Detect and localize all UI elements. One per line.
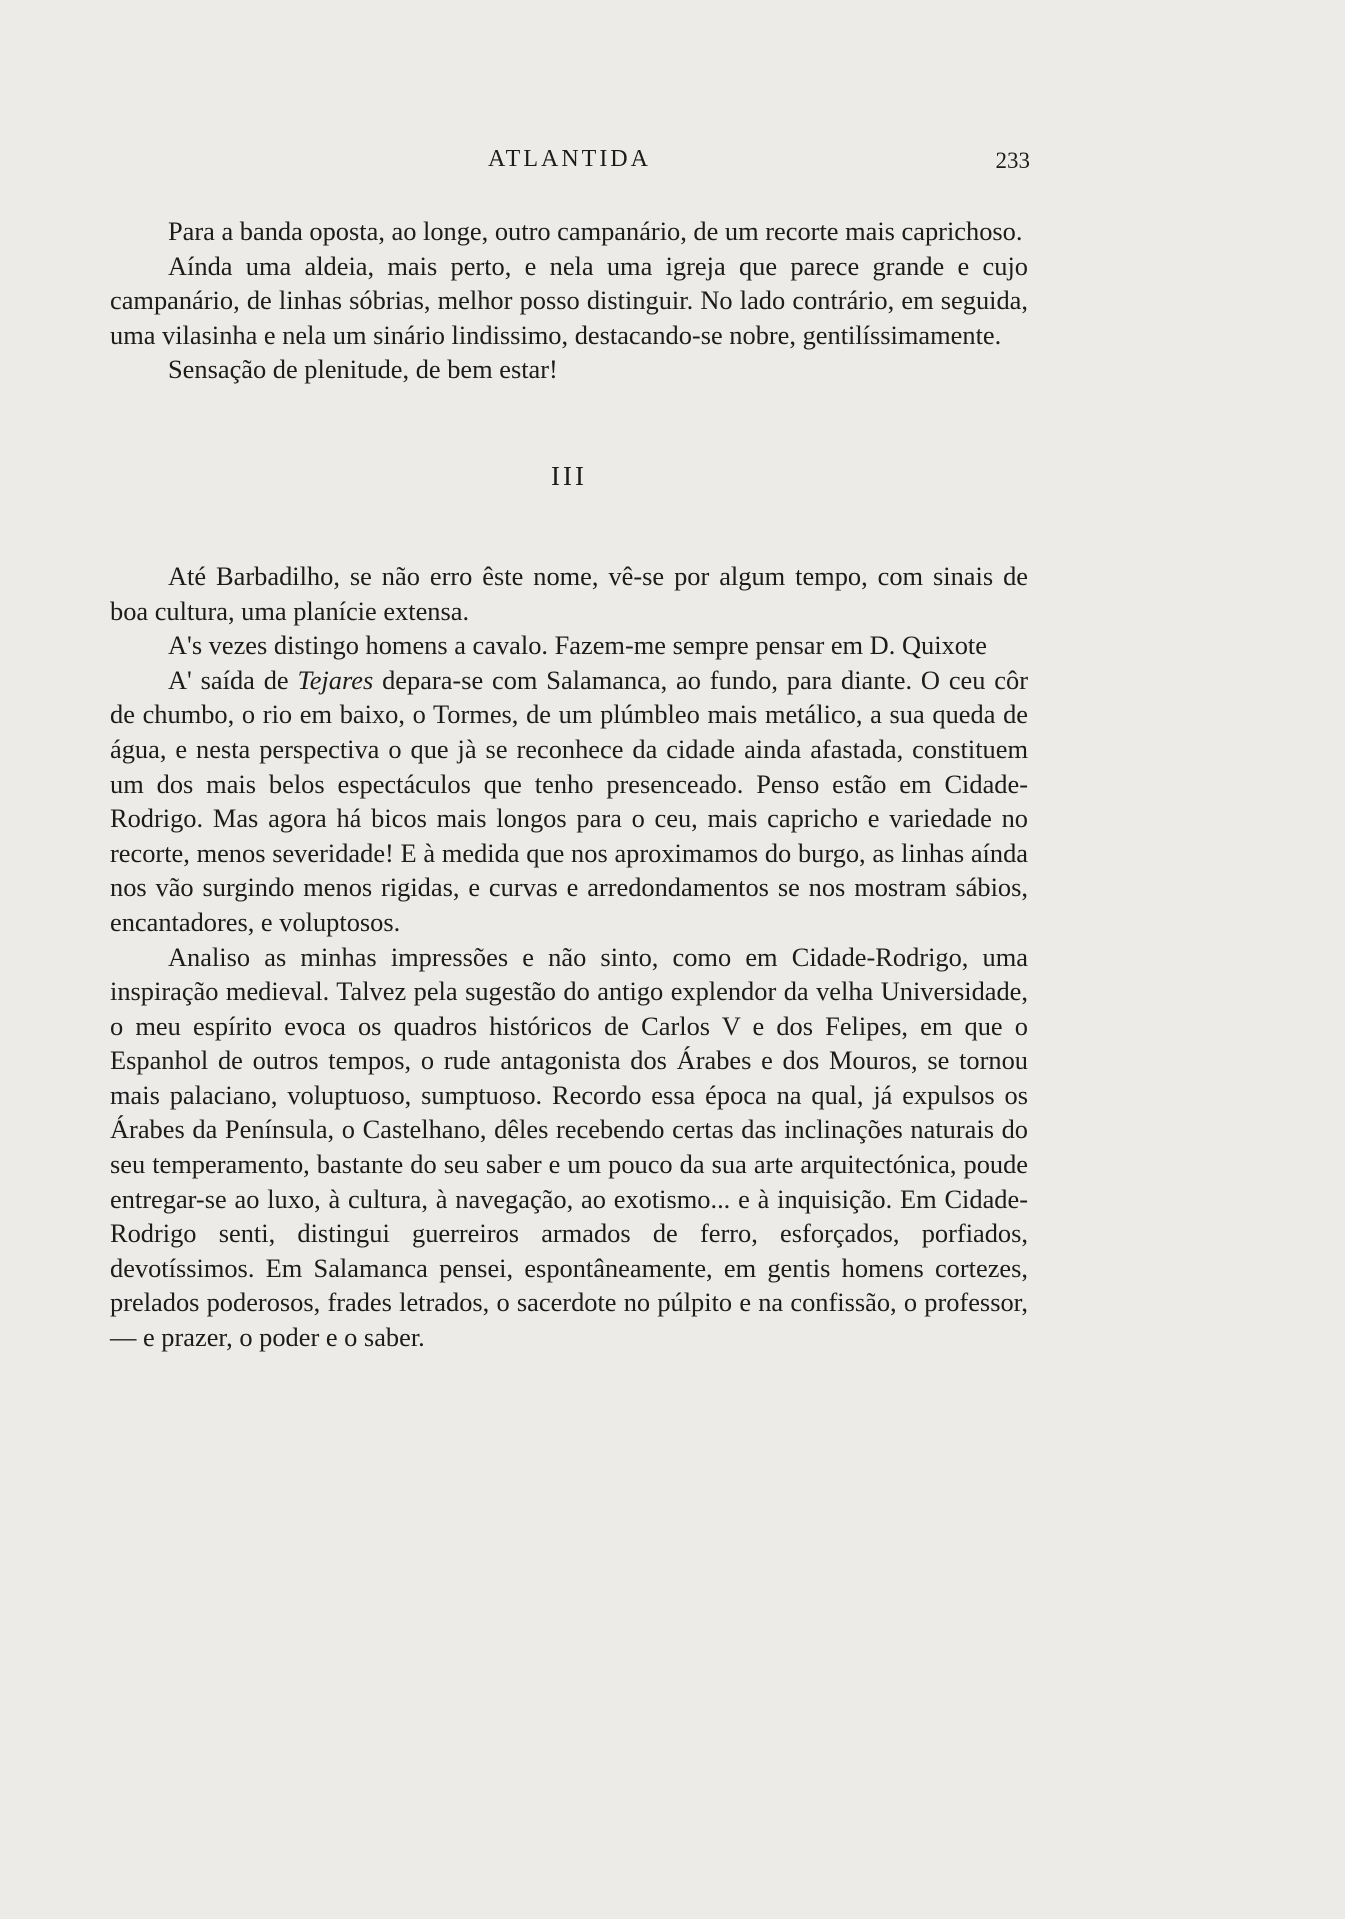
- paragraph: [110, 663, 1028, 940]
- place-name-italic: Tejares: [297, 664, 374, 695]
- body-text: [110, 214, 1028, 1355]
- paragraph: Analiso as minhas impressões e não sinto, como em Cidade-Rodrigo, uma inspiração medieval. Talvez pela sugestão do antigo explendor da velha Universidade, o meu espírito evoca os quadros históricos de Carlos V e dos Felipes, em que o Espanhol de outros tempos, o rude antagonista dos Árabes e dos Mouros, se tornou mais palaciano, voluptuoso, sumptuoso. Recordo essa época na qual, já expulsos os Árabes da Península, o Castelhano, dêles recebendo certas das inclinações naturais do seu temperamento, bastante do seu saber e um pouco da sua arte arquitectónica, poude entregar-se ao luxo, à cultura, à navegação, ao exotismo... e à inquisição. Em Cidade-Rodrigo senti, distingui guerreiros armados de ferro, esforçados, porfiados, devotíssimos. Em Salamanca pensei, espontâneamente, em gentis homens cortezes, prelados poderosos, frades letrados, o sacerdote no púlpito e na confissão, o professor, — e prazer, o poder e o saber.: [110, 941, 1028, 1353]
- paragraph-text: A' saída de: [168, 664, 298, 695]
- paragraph: Até Barbadilho, se não erro êste nome, vê-se por algum tempo, com sinais de boa cultura, uma planície extensa.: [110, 560, 1028, 626]
- paragraph: Aínda uma aldeia, mais perto, e nela uma igreja que parece grande e cujo campanário, de linhas sóbrias, melhor posso distinguir. No lado contrário, em seguida, uma vilasinha e nela um sinário lindissimo, destacando-se nobre, gentilíssimamente.: [110, 250, 1028, 350]
- paragraph-text: depara-se com Salamanca, ao fundo, para diante. O ceu côr de chumbo, o rio em baixo, o Tormes, de um plúmbleo mais metálico, a sua queda de água, e nesta perspectiva o que jà se reconhece da cidade ainda afastada, constituem um dos mais belos espectáculos que tenho presenceado. Penso estão em Cidade-Rodrigo. Mas agora há bicos mais longos para o ceu, mais capricho e variedade no recorte, menos severidade! E à medida que nos aproximamos do burgo, as linhas aínda nos vão surgindo menos rigidas, e curvas e arredondamentos se nos mostram sábios, encantadores, e voluptosos.: [110, 664, 1028, 937]
- paragraph: Sensação de plenitude, de bem estar!: [168, 354, 558, 385]
- paragraph: A's vezes distingo homens a cavalo. Fazem-me sempre pensar em D. Quixote: [168, 630, 987, 661]
- paragraph: Para a banda oposta, ao longe, outro campanário, de um recorte mais caprichoso.: [168, 216, 1023, 246]
- page-number: 233: [995, 148, 1030, 173]
- running-title: ATLANTIDA: [488, 146, 651, 172]
- section-heading: III: [551, 460, 587, 491]
- page-header: [110, 146, 1030, 182]
